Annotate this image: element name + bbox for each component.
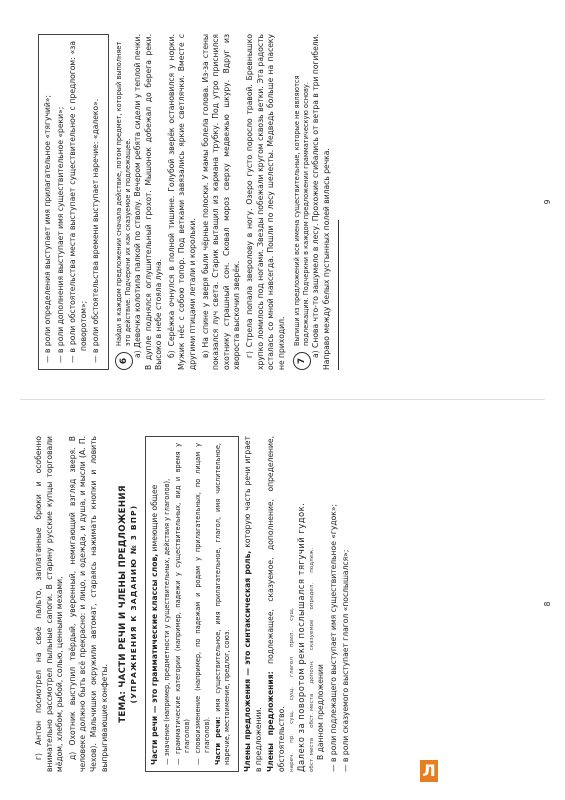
- members-definition: [243, 436, 264, 772]
- paragraph-d: д) Охотник выступил твёрдый, уверенный, немигающий взгляд зверя. В человеке должно быть всё прекрасно: и лицо, и одежда, и душа, и мысли (А. П. Чехов). Мальчишки окружили автомат, стараясь нажимать кнопки и ловить выпрыгивающие конфеты.: [67, 436, 109, 772]
- bullet-1: — значение (например, предметности у существительных, действия у глаголов),: [162, 478, 171, 765]
- task-item: а) Девочка колотила палкой по стволу. Вечером ребята сидели у теплой печки. В дупле поднялся оглушительный грохот. Мышонок добежал до берега реки. Высоко в небе стояла луна.: [132, 34, 164, 370]
- role-item: — в роли дополнения выступает имя существительное «реки»;: [55, 106, 65, 363]
- right-page: [34, 34, 553, 370]
- annot-label: сущ.: [289, 710, 296, 724]
- task-number: 7: [293, 352, 311, 370]
- parts-bold: Части речи:: [213, 716, 222, 765]
- task-instructions: Найди в каждом предложении сначала действие, потом предмет, который выполняет это действие. Подчеркни их как сказуемое и подлежащее.: [114, 41, 132, 346]
- role-annotations: [309, 436, 316, 772]
- roles-frame: [38, 34, 109, 370]
- parts-of-speech: [214, 443, 232, 765]
- annot-role: определ.: [308, 582, 315, 610]
- example-sentence: Далеко за поворотом реки послышался тягучий гудок.: [296, 502, 307, 772]
- paragraph-g: г) Антон посмотрел на своё пальто, заплатанные брюки и оcобенно внимательно рассмотрел пыльные сапоги. В старину русские купцы торговали мёдом, хлебом, рыбой, солью, ценными мехами,: [34, 436, 65, 772]
- task-7: [293, 34, 311, 370]
- task-item: в) На спине у зверя были чёрные полоски. У мамы болела голова. Из-за стены показался луч света. Старик вытащил из кармана трубку. Под утро приснился охотнику страшный сон. Сковал мороз сверху медвежью шкуру. Вдруг из хворостa выскочил зверёк.: [200, 34, 242, 370]
- annot-role: обст. места: [308, 693, 315, 728]
- role-item: — в роли сказуемого выступает глагол «послышался»;: [341, 549, 351, 772]
- answer-line: [338, 220, 339, 370]
- frame-lead-rest: имеющие общее: [150, 484, 160, 554]
- topic-subtitle: (УПРАЖНЕНИЯ К ЗАДАНИЮ № 3 ВПР): [128, 504, 138, 704]
- parts-rest: имя существительное, имя прилагательное, глагол, имя числительное, наречие, местоимение, предлог, союз.: [213, 443, 231, 765]
- theory-frame: [145, 436, 239, 772]
- annot-role: обст. места: [308, 737, 315, 772]
- role-item: — в роли подлежащего выступает имя существительное «гудок»;: [328, 503, 338, 772]
- page-number: 8: [543, 601, 553, 607]
- bullet-2: — грамматические категории (например, падежи у существительных, вид и время у глаголов): [173, 443, 191, 765]
- role-item: — в роли обстоятельства места выступает существительное с предлогом: «за поворотом»;: [68, 41, 88, 363]
- role-item: — в роли обстоятельства времени выступает наречие: «далеко».: [91, 98, 101, 363]
- topic-title: ТЕМА: ЧАСТИ РЕЧИ И ЧЛЕНЫ ПРЕДЛОЖЕНИЯ: [118, 485, 129, 723]
- members-bold: Члены предложения — это синтаксическая роль,: [242, 550, 252, 772]
- members-list: [266, 436, 287, 772]
- annot-label: глагол: [289, 657, 296, 677]
- annot-role: дополн.: [308, 660, 315, 684]
- annot-label: сущ.: [289, 686, 296, 701]
- members-list-bold: Члены предложения:: [266, 671, 276, 772]
- annot-role: сказуемое: [308, 619, 315, 651]
- task-number: 6: [115, 352, 133, 370]
- frame-lead-bold: Части речи — это грамматические классы слов,: [150, 553, 160, 765]
- members-rest: которую часть речи играет в предложении.: [242, 436, 263, 772]
- annot-role: подлеж.: [308, 548, 315, 573]
- annot-label: нареч.: [289, 752, 296, 772]
- task-item: г) Стрела попала зверолову в ногу. Озеро густо поросло травой. Бревнышко хрупко ломилось под ногами. Звезды побежали кругом сквозь ветки. Эта радость осталась со мной навсегда. Пошли по лесу шелесты. Медведь больше на пасеку не приходил.: [244, 34, 286, 370]
- annot-label: сущ.: [289, 607, 296, 621]
- in-sentence: В данном предложении: [315, 664, 325, 760]
- task-instructions: Выпиши из предложений все имена существительные, которые не являются подлежащим. Подчеркни в каждом предложении грамматическую основу.: [293, 75, 311, 346]
- role-item: — в роли определения выступает имя прилагательное «тягучий»;: [43, 94, 52, 363]
- task-item: а) Снова что-то зашумело в лесу. Прохожие сгибались от ветра в три погибели. Направо между белых пустынных полей вилась речка.: [311, 34, 331, 370]
- members-list-rest: подлежащее, сказуемое, дополнение, определение, обстоятельство.: [266, 436, 286, 772]
- page-number: 9: [543, 199, 553, 205]
- annot-label: пр.: [289, 733, 296, 743]
- frame-lead: [150, 443, 161, 765]
- annot-label: прил.: [289, 630, 296, 648]
- task-6: [115, 34, 133, 370]
- task-item: б) Серёжка очнулся в полной тишине. Голубой зверёк остановился у норки. Мужик нёс с собою топор. Под ветками завязались яркие светлячки. Вместе с другими птицами летали и корольки.: [166, 34, 197, 370]
- publisher-logo: Л: [420, 760, 438, 782]
- left-page: [34, 436, 553, 772]
- gutter-divider: [20, 399, 545, 400]
- pos-annotations: [289, 436, 296, 772]
- bullet-3: — словоизменение (например, по падежам и родам у прилагательных, по лицам у глаголов).: [193, 443, 211, 765]
